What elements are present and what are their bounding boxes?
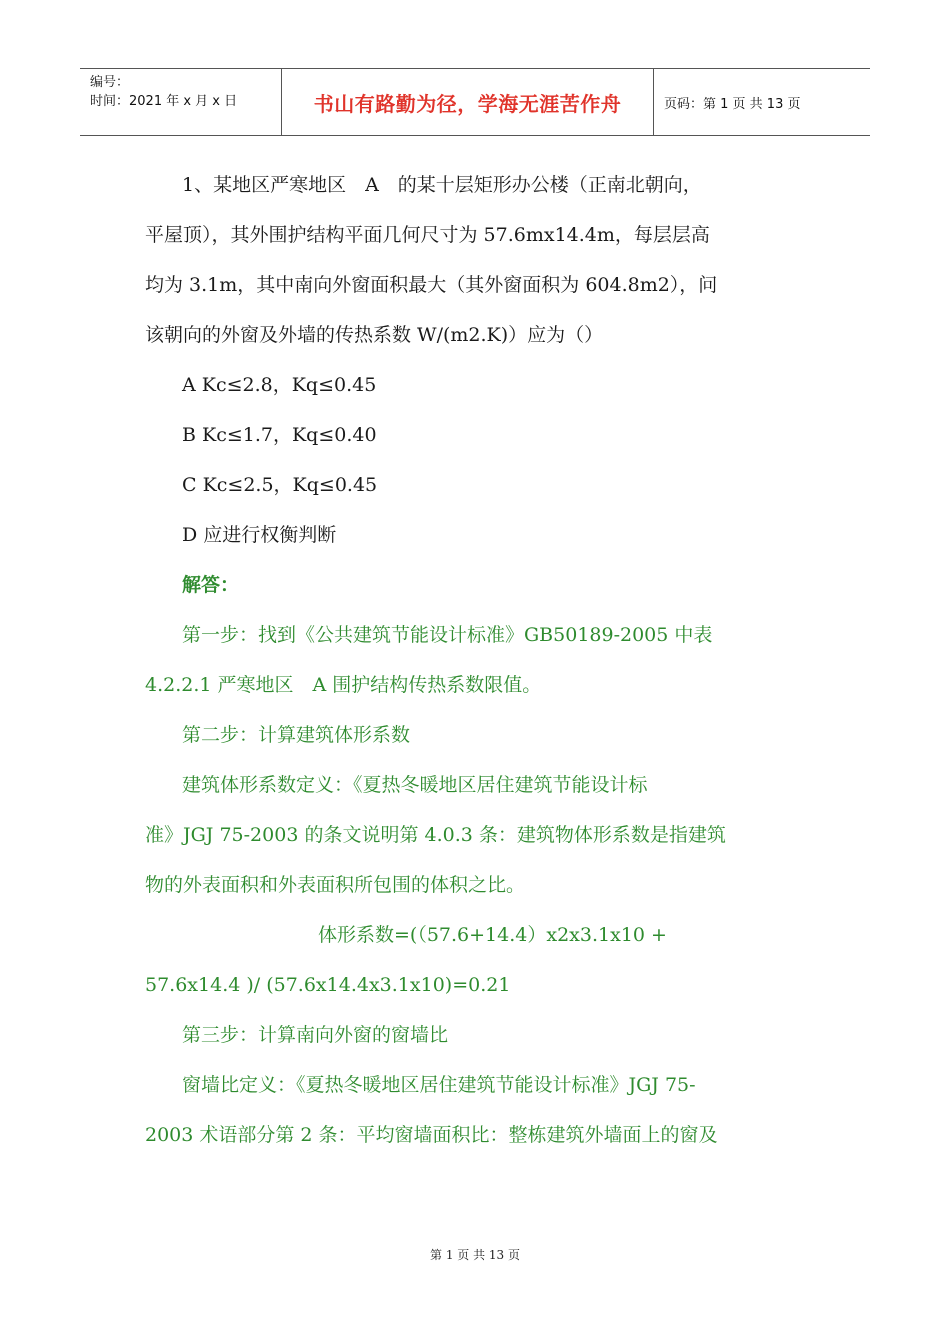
- answer-line: 窗墙比定义：《夏热冬暖地区居住建筑节能设计标准》JGJ 75-: [182, 1074, 696, 1096]
- question-line: 该朝向的外窗及外墙的传热系数 W/(m2.K)）应为（）: [145, 324, 604, 346]
- question-line: 均为 3.1m，其中南向外窗面积最大（其外窗面积为 604.8m2），问: [145, 274, 718, 296]
- time-label: 时间：2021 年 x 月 x 日: [90, 94, 238, 109]
- option-b: B Kc≤1.7，Kq≤0.40: [182, 424, 377, 446]
- formula-line: 体形系数=(（57.6+14.4）x2x3.1x10 +: [318, 924, 667, 946]
- formula-line: 57.6x14.4 )/ (57.6x14.4x3.1x10)=0.21: [145, 974, 511, 996]
- answer-line: 第三步：计算南向外窗的窗墙比: [182, 1024, 449, 1046]
- answer-line: 建筑体形系数定义：《夏热冬暖地区居住建筑节能设计标: [182, 774, 648, 796]
- page-footer: 第 1 页 共 13 页: [430, 1248, 520, 1262]
- answer-line: 第二步：计算建筑体形系数: [182, 724, 411, 746]
- answer-heading: 解答：: [182, 574, 240, 596]
- option-d: D 应进行权衡判断: [182, 524, 337, 546]
- question-line: 1、某地区严寒地区 A 的某十层矩形办公楼（正南北朝向，: [182, 174, 702, 196]
- question-line: 平屋顶），其外围护结构平面几何尺寸为 57.6mx14.4m，每层层高: [145, 224, 710, 246]
- header-motto: 书山有路勤为径，学海无涯苦作舟: [282, 69, 654, 135]
- number-label: 编号：: [90, 75, 130, 90]
- header-page-info: 页码：第 1 页 共 13 页: [664, 96, 801, 112]
- option-a: A Kc≤2.8，Kq≤0.45: [182, 374, 377, 396]
- header-meta: [80, 69, 282, 135]
- answer-line: 物的外表面积和外表面积所包围的体积之比。: [145, 874, 526, 896]
- answer-line: 准》JGJ 75-2003 的条文说明第 4.0.3 条：建筑物体形系数是指建筑: [145, 824, 726, 846]
- answer-line: 2003 术语部分第 2 条：平均窗墙面积比：整栋建筑外墙面上的窗及: [145, 1124, 718, 1146]
- page-header: [80, 68, 870, 136]
- answer-line: 第一步：找到《公共建筑节能设计标准》GB50189-2005 中表: [182, 624, 713, 646]
- option-c: C Kc≤2.5，Kq≤0.45: [182, 474, 378, 496]
- answer-line: 4.2.2.1 严寒地区 A 围护结构传热系数限值。: [145, 674, 542, 696]
